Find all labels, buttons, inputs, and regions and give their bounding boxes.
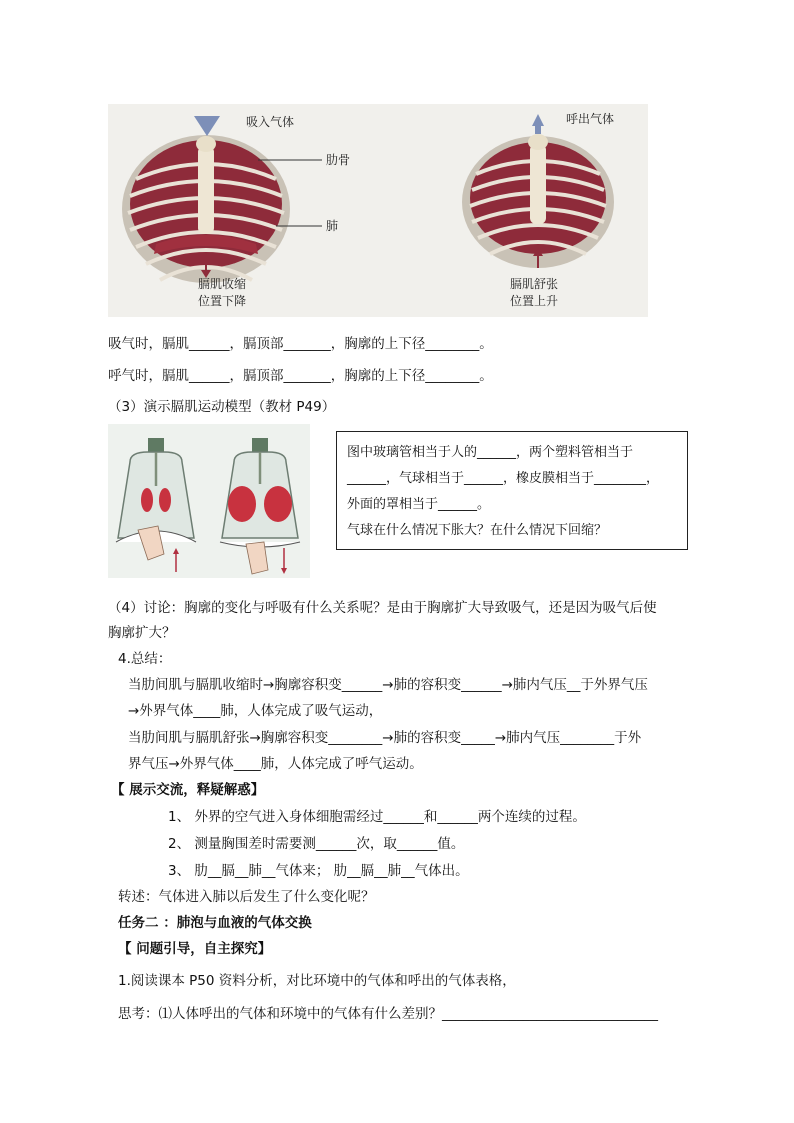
summary-line-2: →外界气体____肺，人体完成了吸气运动，: [128, 703, 383, 719]
discussion-line-1: （4）讨论：胸廓的变化与呼吸有什么关系呢？是由于胸廓扩大导致吸气，还是因为吸气后使: [108, 600, 657, 616]
diaphragm-relax-label-2: 位置上升: [510, 294, 559, 308]
exchange-item-1: 1、 外界的空气进入身体细胞需经过______和______两个连续的过程。: [168, 809, 586, 825]
summary-heading: 4.总结：: [118, 651, 172, 667]
diaphragm-contract-label-2: 位置下降: [198, 294, 247, 308]
task2-heading: 任务二 ：肺泡与血液的气体交换: [118, 915, 312, 931]
inhale-question: 吸气时，膈肌______，膈顶部_______，胸廓的上下径________。: [108, 336, 493, 352]
task2-line-1: 1.阅读课本 P50 资料分析，对比环境中的气体和呼出的气体表格，: [118, 973, 516, 989]
lung-label: 肺: [326, 219, 339, 233]
section-3-title: （3）演示膈肌运动模型（教材 P49）: [108, 399, 336, 415]
exchange-item-3: 3、 肋__膈__肺__气体来； 肋__膈__肺__气体出。: [168, 863, 469, 879]
summary-line-1: 当肋间肌与膈肌收缩时→胸廓容积变______→肺的容积变______→肺内气压__于外界气压: [128, 677, 648, 693]
model-question-box: [336, 431, 688, 550]
inhale-label: 吸入气体: [246, 115, 295, 129]
model-question-line-1: 图中玻璃管相当于人的______，两个塑料管相当于: [347, 445, 634, 460]
task2-subheading: 【 问题引导，自主探究】: [118, 941, 272, 957]
ribcage-illustration: [108, 104, 648, 317]
exhale-label: 呼出气体: [566, 112, 615, 126]
exchange-item-2: 2、 测量胸围差时需要测______次，取______值。: [168, 836, 465, 852]
summary-line-3: 当肋间肌与膈肌舒张→胸廓容积变________→肺的容积变_____→肺内气压________于外: [128, 730, 642, 746]
diaphragm-relax-label-1: 膈肌舒张: [510, 277, 559, 291]
task2-line-2: 思考：⑴人体呼出的气体和环境中的气体有什么差别？________________________________: [118, 1006, 658, 1022]
model-question-line-4: 气球在什么情况下胀大？在什么情况下回缩？: [347, 523, 608, 538]
diaphragm-contract-label-1: 膈肌收缩: [198, 277, 247, 291]
ribcage-figure: [108, 104, 648, 317]
rib-label: 肋骨: [326, 153, 351, 167]
exchange-heading: 【 展示交流，释疑解惑】: [111, 782, 265, 798]
discussion-line-2: 胸廓扩大？: [108, 625, 176, 641]
bell-jar-model-figure: [108, 424, 310, 578]
bell-jar-illustration: [108, 424, 310, 578]
model-question-line-3: 外面的罩相当于______。: [347, 497, 491, 512]
model-question-line-2: ______，气球相当于______，橡皮膜相当于________，: [347, 471, 660, 486]
summary-line-4: 界气压→外界气体____肺，人体完成了呼气运动。: [128, 756, 423, 772]
transition-text: 转述：气体进入肺以后发生了什么变化呢？: [118, 889, 375, 905]
exhale-question: 呼气时，膈肌______，膈顶部_______，胸廓的上下径________。: [108, 368, 493, 384]
